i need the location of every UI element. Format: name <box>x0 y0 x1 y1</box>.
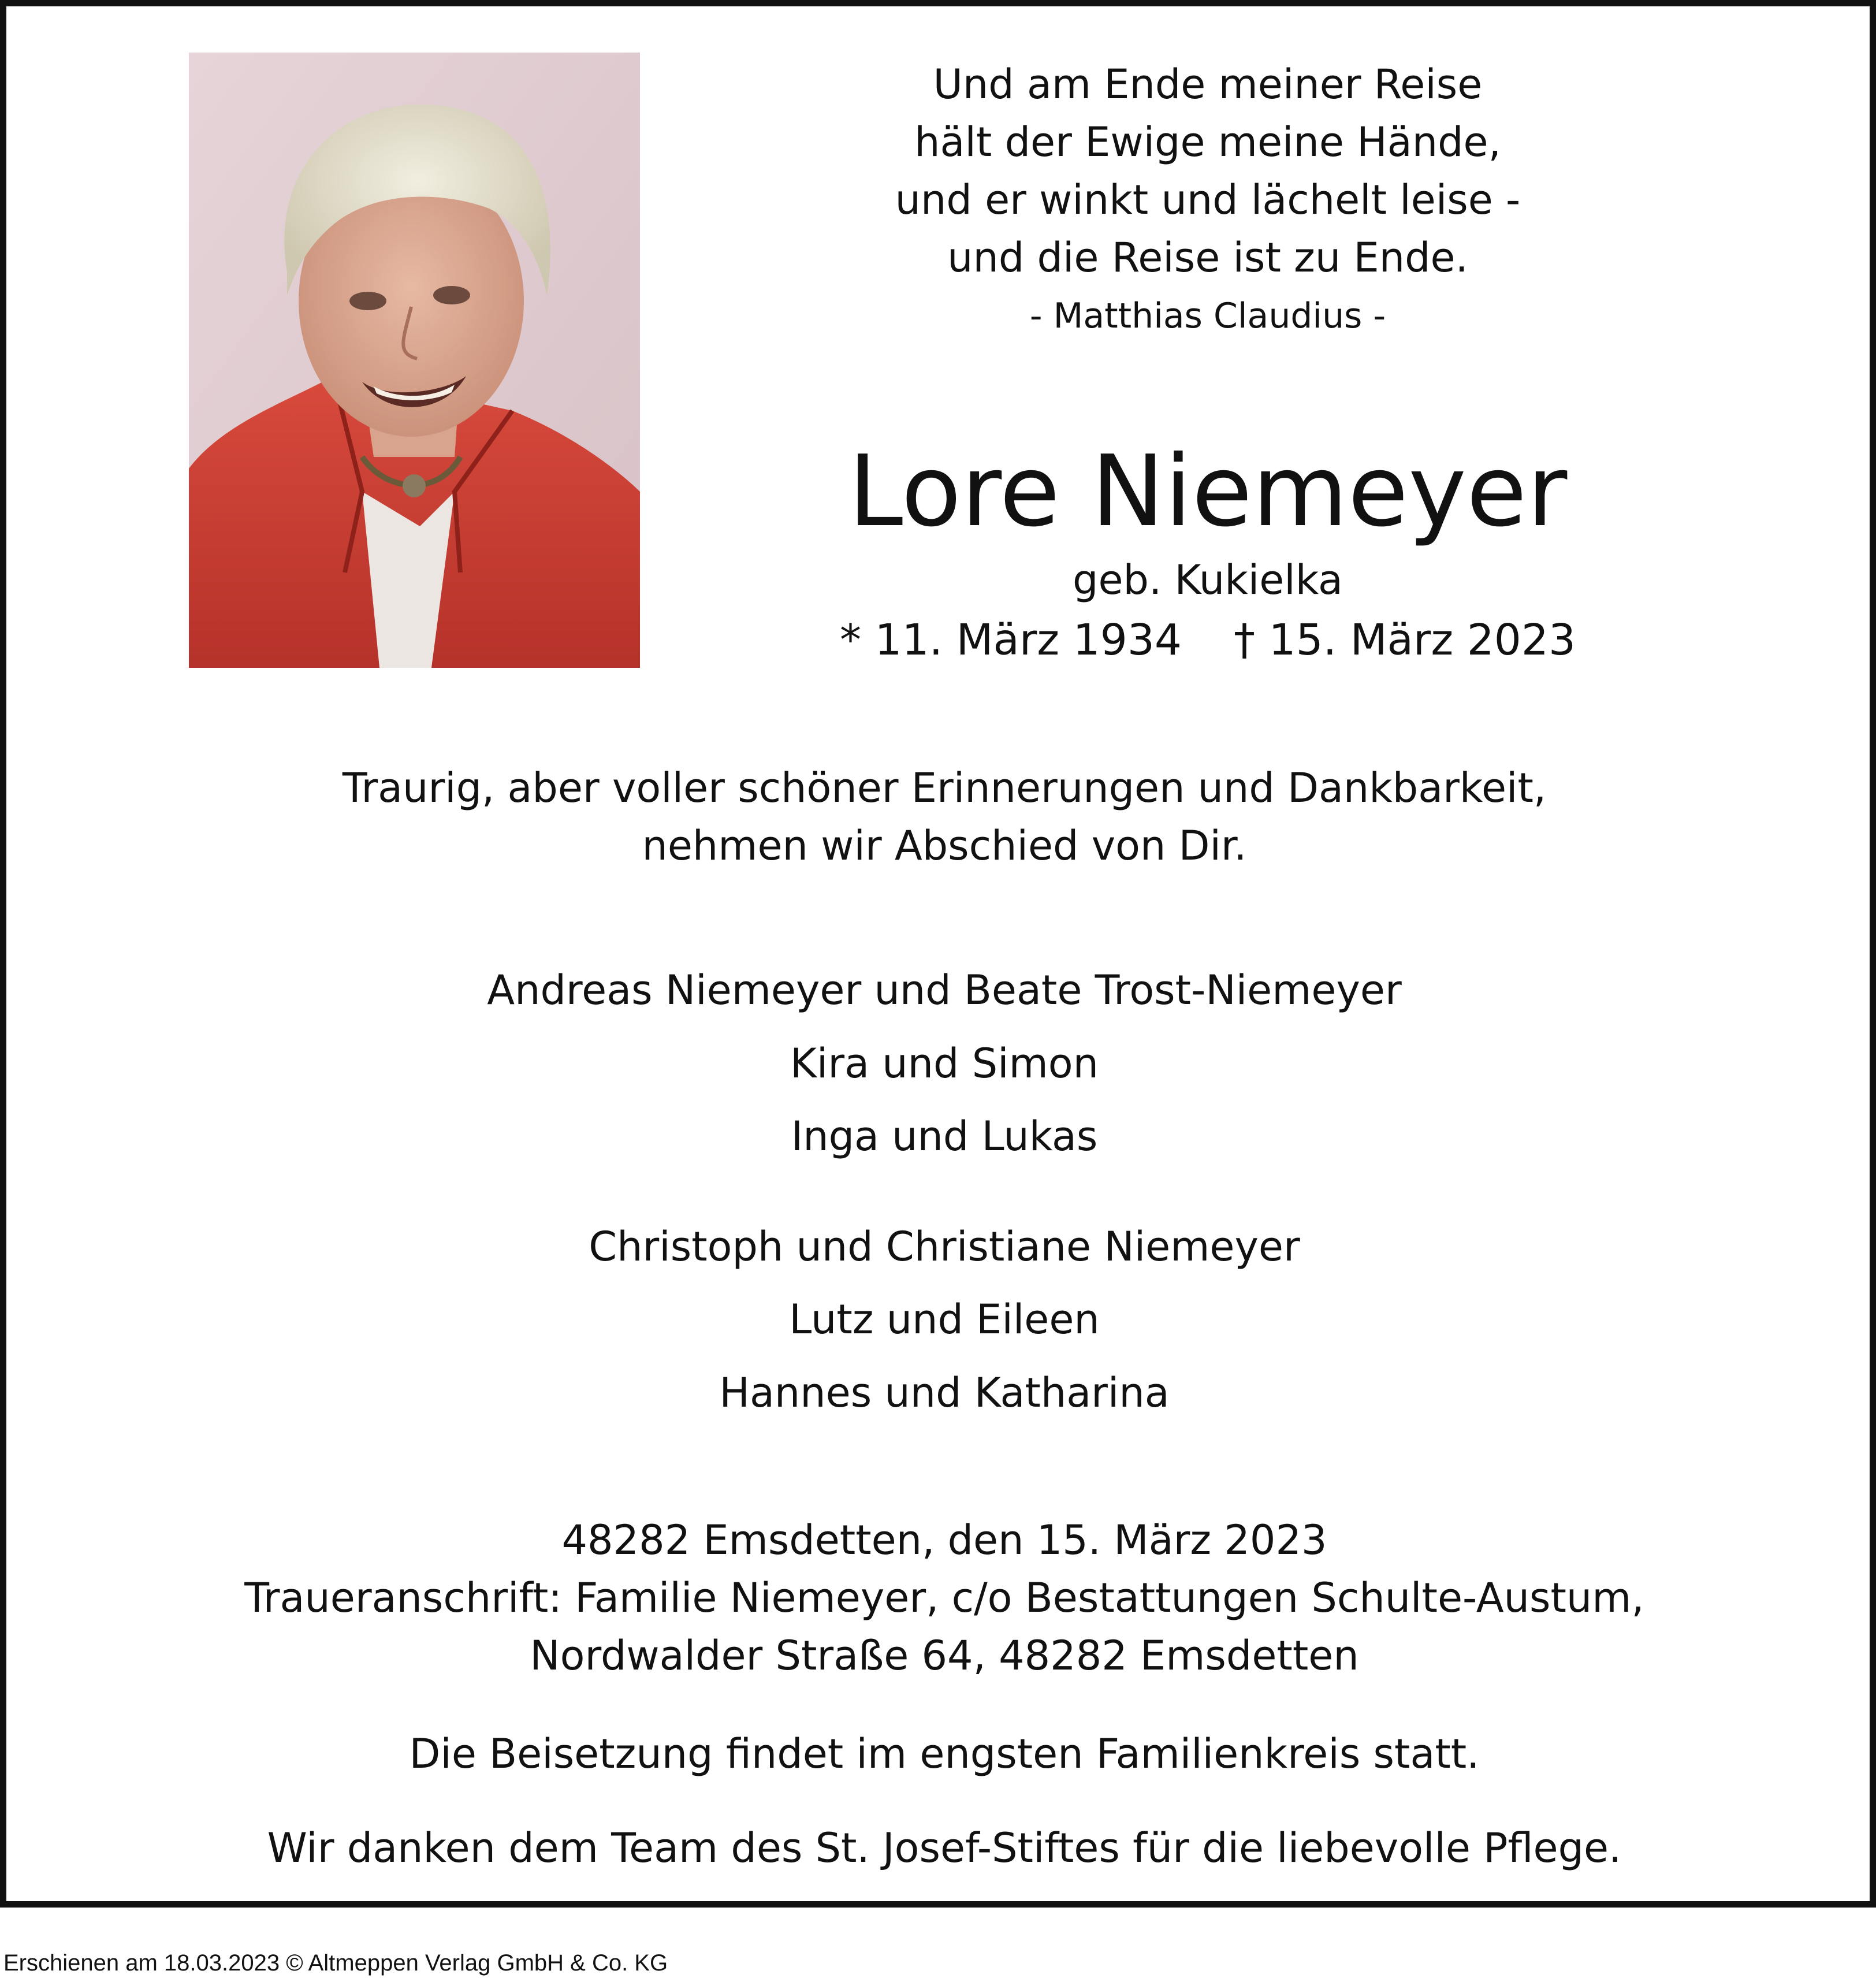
death-date: † 15. März 2023 <box>1234 615 1576 665</box>
family-head: Christoph und Christiane Niemeyer <box>589 1223 1300 1270</box>
quote-line: und die Reise ist zu Ende. <box>947 234 1468 281</box>
quote-line: hält der Ewige meine Hände, <box>914 118 1501 166</box>
portrait-photo <box>189 53 640 668</box>
family-member: Lutz und Eileen <box>789 1296 1100 1343</box>
thanks-note: Wir danken dem Team des St. Josef-Stiftes für die liebevolle Pflege. <box>267 1824 1622 1872</box>
deceased-name: Lore Niemeyer <box>848 434 1568 549</box>
birth-date: * 11. März 1934 <box>839 615 1182 665</box>
family-member: Hannes und Katharina <box>719 1369 1170 1416</box>
quote-line: und er winkt und lächelt leise - <box>895 176 1521 224</box>
quote-author: - Matthias Claudius - <box>1029 296 1386 336</box>
place-date: 48282 Emsdetten, den 15. März 2023 <box>561 1516 1327 1564</box>
family-member: Inga und Lukas <box>791 1113 1098 1160</box>
quote-line: Und am Ende meiner Reise <box>933 61 1483 108</box>
family-head: Andreas Niemeyer und Beate Trost-Niemeyer <box>487 966 1402 1014</box>
funeral-note: Die Beisetzung findet im engsten Familienkreis statt. <box>409 1730 1480 1778</box>
mourning-address-street: Nordwalder Straße 64, 48282 Emsdetten <box>530 1632 1359 1679</box>
portrait-image <box>189 53 640 668</box>
farewell-line: nehmen wir Abschied von Dir. <box>642 822 1247 869</box>
mourning-address: Traueranschrift: Familie Niemeyer, c/o Bestattungen Schulte-Austum, <box>244 1574 1644 1622</box>
publication-footer: Erschienen am 18.03.2023 © Altmeppen Verlag GmbH & Co. KG <box>3 1950 668 1976</box>
family-member: Kira und Simon <box>790 1040 1099 1087</box>
born-name: geb. Kukielka <box>1073 556 1343 604</box>
life-dates <box>792 615 1624 665</box>
farewell-line: Traurig, aber voller schöner Erinnerungen und Dankbarkeit, <box>342 764 1547 812</box>
